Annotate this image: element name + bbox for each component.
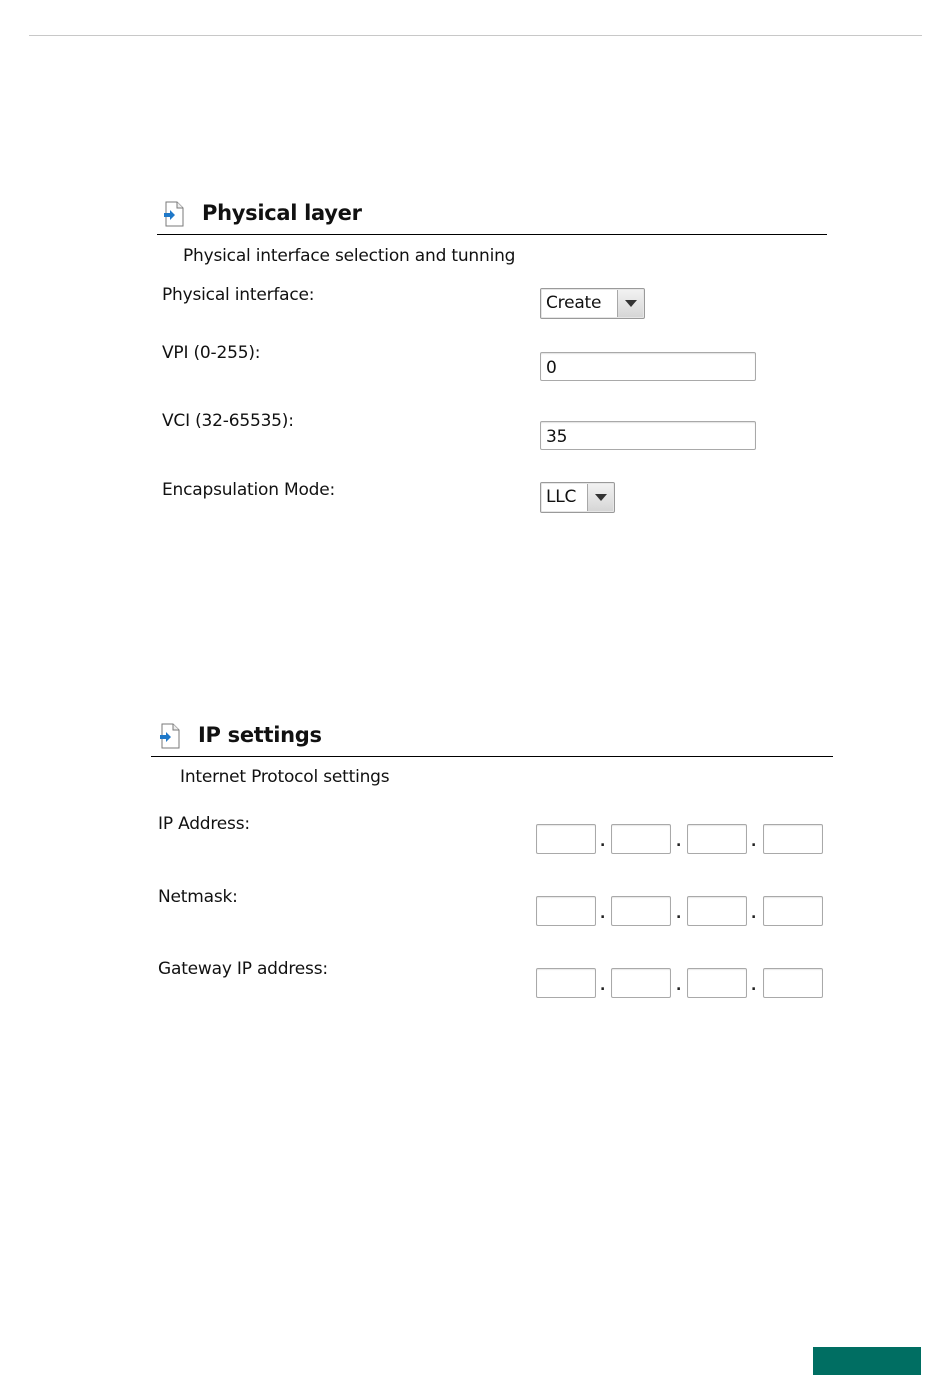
page-arrow-icon <box>164 201 184 227</box>
gateway-octet-4[interactable] <box>763 968 823 998</box>
ip-separator: . <box>751 978 757 994</box>
ip-settings-subtitle: Internet Protocol settings <box>180 767 390 787</box>
ip-separator: . <box>600 834 606 850</box>
ip-separator: . <box>751 906 757 922</box>
encapsulation-mode-value: LLC <box>546 487 577 507</box>
vpi-label: VPI (0-255): <box>162 343 261 363</box>
ip-address-octet-1[interactable] <box>536 824 596 854</box>
ip-separator: . <box>600 978 606 994</box>
netmask-octet-3[interactable] <box>687 896 747 926</box>
ip-address-octet-3[interactable] <box>687 824 747 854</box>
encapsulation-mode-select[interactable] <box>540 482 615 513</box>
vci-label: VCI (32-65535): <box>162 411 294 431</box>
ip-settings-title: IP settings <box>198 723 322 747</box>
chevron-down-icon[interactable] <box>587 484 613 511</box>
physical-interface-value: Create <box>546 293 602 313</box>
footer-page-tab <box>813 1347 921 1375</box>
gateway-octet-1[interactable] <box>536 968 596 998</box>
top-divider <box>29 35 922 36</box>
vpi-input[interactable] <box>540 352 756 381</box>
gateway-ip-label: Gateway IP address: <box>158 959 328 979</box>
physical-layer-subtitle: Physical interface selection and tunning <box>183 246 516 266</box>
gateway-octet-2[interactable] <box>611 968 671 998</box>
gateway-octet-3[interactable] <box>687 968 747 998</box>
ip-address-octet-2[interactable] <box>611 824 671 854</box>
page-arrow-icon <box>160 723 180 749</box>
ip-separator: . <box>751 834 757 850</box>
physical-interface-label: Physical interface: <box>162 285 315 305</box>
netmask-label: Netmask: <box>158 887 238 907</box>
ip-separator: . <box>676 834 682 850</box>
netmask-octet-4[interactable] <box>763 896 823 926</box>
netmask-octet-1[interactable] <box>536 896 596 926</box>
ip-address-octet-4[interactable] <box>763 824 823 854</box>
encapsulation-mode-label: Encapsulation Mode: <box>162 480 336 500</box>
ip-address-label: IP Address: <box>158 814 250 834</box>
chevron-down-icon[interactable] <box>617 290 643 317</box>
ip-separator: . <box>676 906 682 922</box>
physical-interface-select[interactable] <box>540 288 645 319</box>
physical-layer-title: Physical layer <box>202 201 362 225</box>
netmask-octet-2[interactable] <box>611 896 671 926</box>
ip-separator: . <box>676 978 682 994</box>
vci-input[interactable] <box>540 421 756 450</box>
ip-separator: . <box>600 906 606 922</box>
